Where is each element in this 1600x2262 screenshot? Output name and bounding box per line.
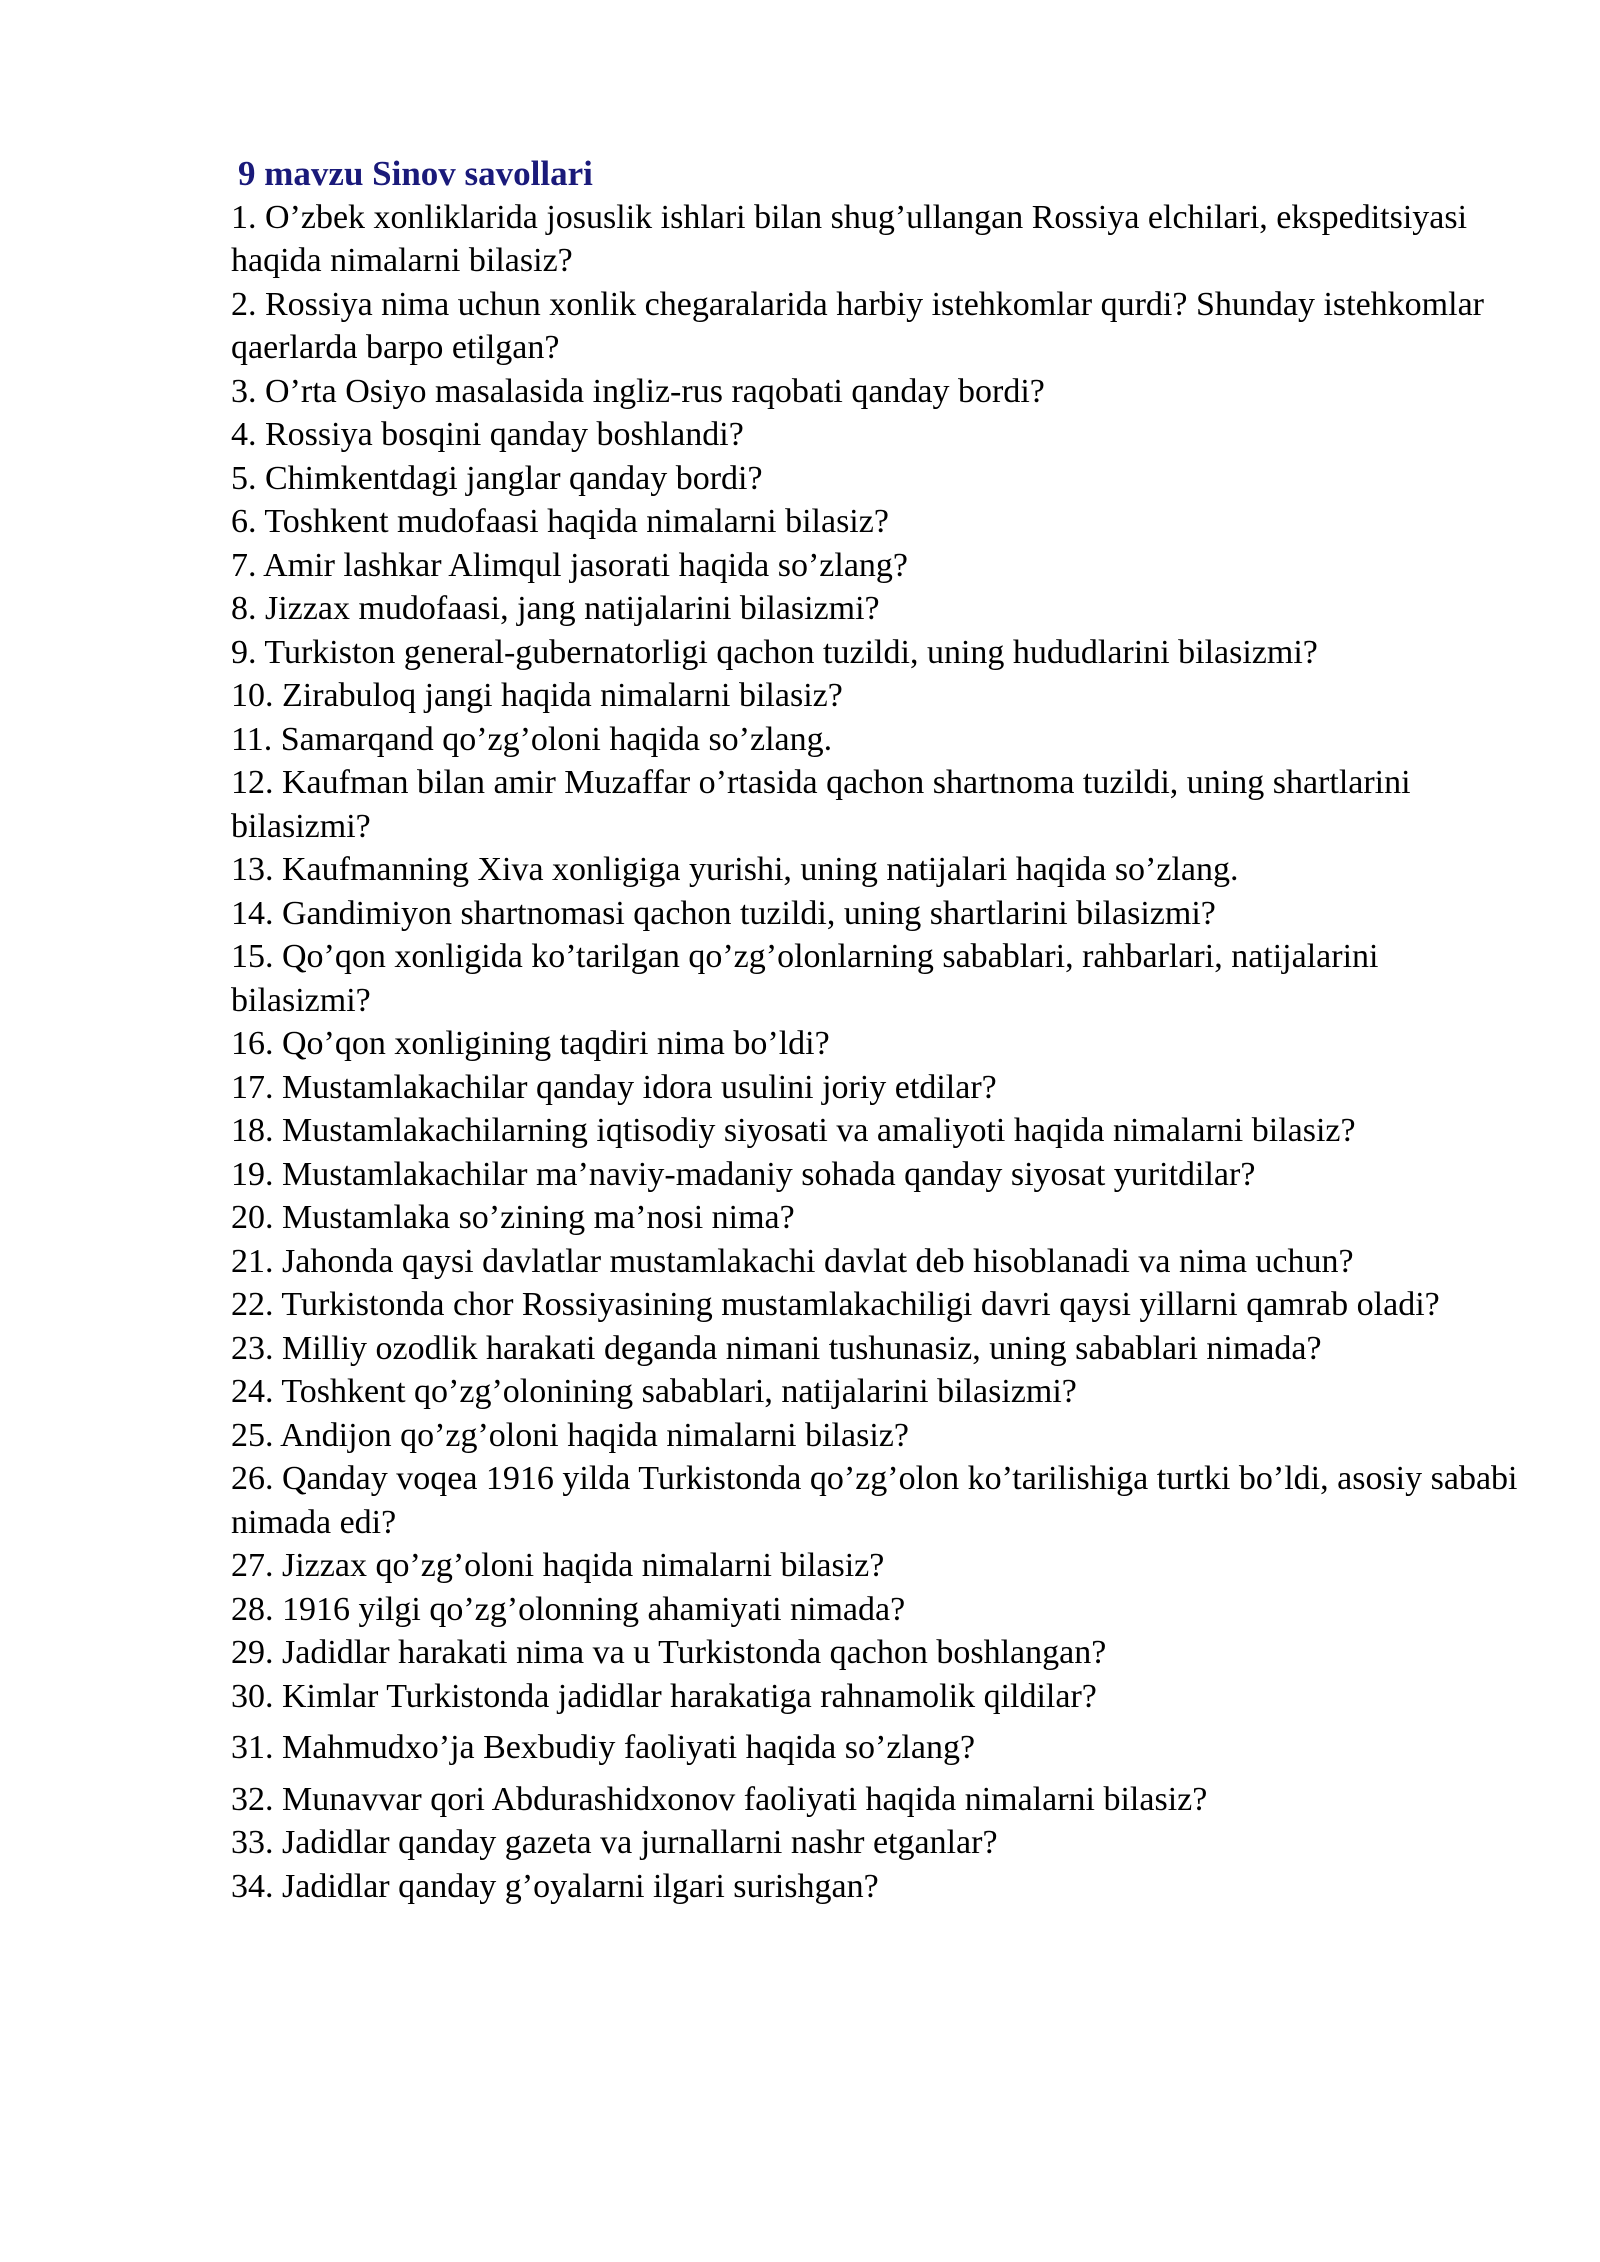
list-item: 15. Qo’qon xonligida ko’tarilgan qo’zg’olonlarning sabablari, rahbarlari, natijalarini bilasizmi? xyxy=(231,938,1379,1019)
list-item: 28. 1916 yilgi qo’zg’olonning ahamiyati nimada? xyxy=(231,1590,906,1628)
list-item: 31. Mahmudxo’ja Bexbudiy faoliyati haqida so’zlang? xyxy=(231,1729,976,1766)
list-item: 14. Gandimiyon shartnomasi qachon tuzildi, uning shartlarini bilasizmi? xyxy=(231,894,1216,932)
list-item: 6. Toshkent mudofaasi haqida nimalarni bilasiz? xyxy=(231,503,889,540)
list-item: 13. Kaufmanning Xiva xonligiga yurishi, uning natijalari haqida so’zlang. xyxy=(231,851,1239,888)
list-item: 34. Jadidlar qanday g’oyalarni ilgari surishgan? xyxy=(231,1867,879,1905)
list-item: 24. Toshkent qo’zg’olonining sabablari, natijalarini bilasizmi? xyxy=(231,1373,1077,1410)
list-item: 29. Jadidlar harakati nima va u Turkistonda qachon boshlangan? xyxy=(231,1634,1107,1671)
list-item: 26. Qanday voqea 1916 yilda Turkistonda qo’zg’olon ko’tarilishiga turtki bo’ldi, asosiy sababi nimada edi? xyxy=(231,1460,1518,1541)
list-item: 2. Rossiya nima uchun xonlik chegaralarida harbiy istehkomlar qurdi? Shunday istehkomlar qaerlarda barpo etilgan? xyxy=(231,285,1484,366)
list-item: 16. Qo’qon xonligining taqdiri nima bo’ldi? xyxy=(231,1025,830,1062)
list-item: 22. Turkistonda chor Rossiyasining mustamlakachiligi davri qaysi yillarni qamrab oladi? xyxy=(231,1286,1440,1323)
list-item: 8. Jizzax mudofaasi, jang natijalarini bilasizmi? xyxy=(231,590,880,627)
list-item: 33. Jadidlar qanday gazeta va jurnallarni nashr etganlar? xyxy=(231,1824,998,1861)
list-item: 21. Jahonda qaysi davlatlar mustamlakachi davlat deb hisoblanadi va nima uchun? xyxy=(231,1242,1354,1280)
document-page xyxy=(231,152,1521,1908)
list-item: 12. Kaufman bilan amir Muzaffar o’rtasida qachon shartnoma tuzildi, uning shartlarini bilasizmi? xyxy=(231,764,1411,845)
list-item: 20. Mustamlaka so’zining ma’nosi nima? xyxy=(231,1199,795,1236)
list-item: 3. O’rta Osiyo masalasida ingliz-rus raqobati qanday bordi? xyxy=(231,372,1045,410)
list-item: 30. Kimlar Turkistonda jadidlar harakatiga rahnamolik qildilar? xyxy=(231,1677,1097,1715)
list-item: 1. O’zbek xonliklarida josuslik ishlari bilan shug’ullangan Rossiya elchilari, ekspeditsiyasi haqida nimalarni bilasiz? xyxy=(231,198,1468,279)
list-item: 27. Jizzax qo’zg’oloni haqida nimalarni bilasiz? xyxy=(231,1547,885,1584)
list-item: 9. Turkiston general-gubernatorligi qachon tuzildi, uning hududlarini bilasizmi? xyxy=(231,633,1318,671)
list-item: 32. Munavvar qori Abdurashidxonov faoliyati haqida nimalarni bilasiz? xyxy=(231,1780,1208,1818)
page-title: 9 mavzu Sinov savollari xyxy=(238,154,593,193)
question-list xyxy=(231,196,1521,1909)
list-item: 25. Andijon qo’zg’oloni haqida nimalarni bilasiz? xyxy=(231,1416,909,1454)
list-item: 4. Rossiya bosqini qanday boshlandi? xyxy=(231,416,744,453)
list-item: 19. Mustamlakachilar ma’naviy-madaniy sohada qanday siyosat yuritdilar? xyxy=(231,1155,1256,1193)
list-item: 18. Mustamlakachilarning iqtisodiy siyosati va amaliyoti haqida nimalarni bilasiz? xyxy=(231,1112,1356,1149)
list-item: 5. Chimkentdagi janglar qanday bordi? xyxy=(231,459,763,497)
list-item: 10. Zirabuloq jangi haqida nimalarni bilasiz? xyxy=(231,677,843,714)
list-item: 11. Samarqand qo’zg’oloni haqida so’zlang. xyxy=(231,720,833,758)
list-item: 17. Mustamlakachilar qanday idora usulini joriy etdilar? xyxy=(231,1068,997,1106)
list-item: 23. Milliy ozodlik harakati deganda nimani tushunasiz, uning sabablari nimada? xyxy=(231,1329,1322,1367)
list-item: 7. Amir lashkar Alimqul jasorati haqida so’zlang? xyxy=(231,546,909,584)
